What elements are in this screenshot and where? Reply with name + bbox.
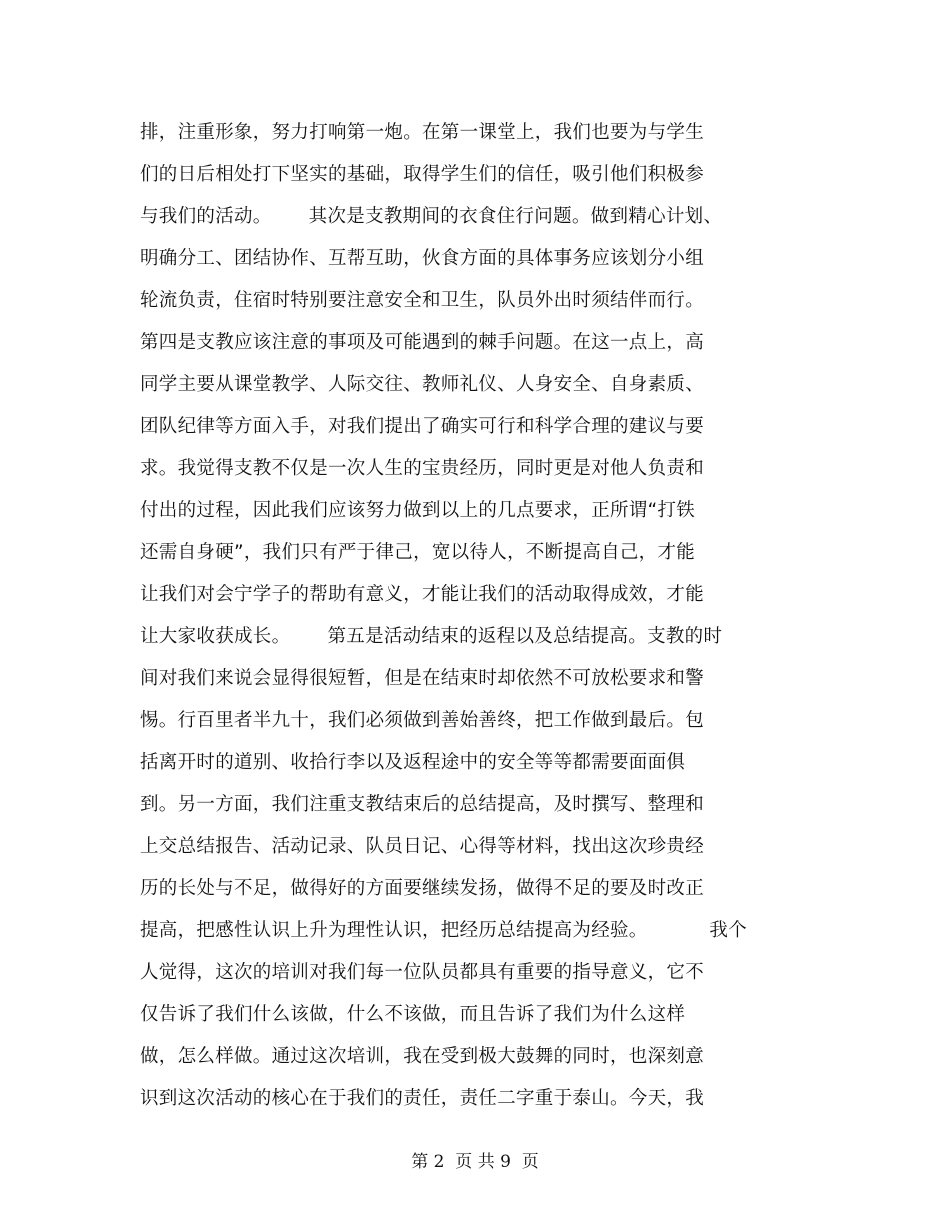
text-line: 求。我觉得支教不仅是一次人生的宝贵经历，同时更是对他人负责和 <box>140 458 705 479</box>
text-line: 仅告诉了我们什么该做，什么不该做，而且告诉了我们为什么这样 <box>140 1004 686 1025</box>
text-line: 提高，把感性认识上升为理性认识，把经历总结提高为经验。 我个 <box>140 920 748 941</box>
text-line: 们的日后相处打下坚实的基础，取得学生们的信任，吸引他们积极参 <box>140 164 705 185</box>
text-line: 间对我们来说会显得很短暂，但是在结束时却依然不可放松要求和警 <box>140 668 705 689</box>
text-line: 上交总结报告、活动记录、队员日记、心得等材料，找出这次珍贵经 <box>140 836 705 857</box>
text-line: 同学主要从课堂教学、人际交往、教师礼仪、人身安全、自身素质、 <box>140 374 705 395</box>
text-line: 做，怎么样做。通过这次培训，我在受到极大鼓舞的同时，也深刻意 <box>140 1046 705 1067</box>
text-line: 惕。行百里者半九十，我们必须做到善始善终，把工作做到最后。包 <box>140 710 705 731</box>
text-line: 排，注重形象，努力打响第一炮。在第一课堂上，我们也要为与学生 <box>140 122 705 143</box>
text-line: 让大家收获成长。 第五是活动结束的返程以及总结提高。支教的时 <box>140 626 723 647</box>
text-line: 团队纪律等方面入手，对我们提出了确实可行和科学合理的建议与要 <box>140 416 705 437</box>
text-line: 付出的过程，因此我们应该努力做到以上的几点要求，正所谓“打铁 <box>140 500 696 521</box>
text-line: 到。另一方面，我们注重支教结束后的总结提高，及时撰写、整理和 <box>140 794 705 815</box>
text-line: 轮流负责，住宿时特别要注意安全和卫生，队员外出时须结伴而行。 <box>140 290 705 311</box>
text-line: 人觉得，这次的培训对我们每一位队员都具有重要的指导意义，它不 <box>140 962 705 983</box>
text-line: 与我们的活动。 其次是支教期间的衣食住行问题。做到精心计划、 <box>140 206 723 227</box>
text-line: 识到这次活动的核心在于我们的责任，责任二字重于泰山。今天，我 <box>140 1088 705 1109</box>
text-line: 括离开时的道别、收拾行李以及返程途中的安全等等都需要面面俱 <box>140 752 686 773</box>
text-line: 第四是支教应该注意的事项及可能遇到的棘手问题。在这一点上，高 <box>140 332 705 353</box>
text-line: 让我们对会宁学子的帮助有意义，才能让我们的活动取得成效，才能 <box>140 584 705 605</box>
page-number-footer: 第 2 页 共 9 页 <box>411 1152 539 1172</box>
body-text <box>140 112 820 1120</box>
text-line: 历的长处与不足，做得好的方面要继续发扬，做得不足的要及时改正 <box>140 878 705 899</box>
text-line: 还需自身硬”，我们只有严于律己，宽以待人，不断提高自己，才能 <box>140 542 696 563</box>
text-line: 明确分工、团结协作、互帮互助，伙食方面的具体事务应该划分小组 <box>140 248 705 269</box>
